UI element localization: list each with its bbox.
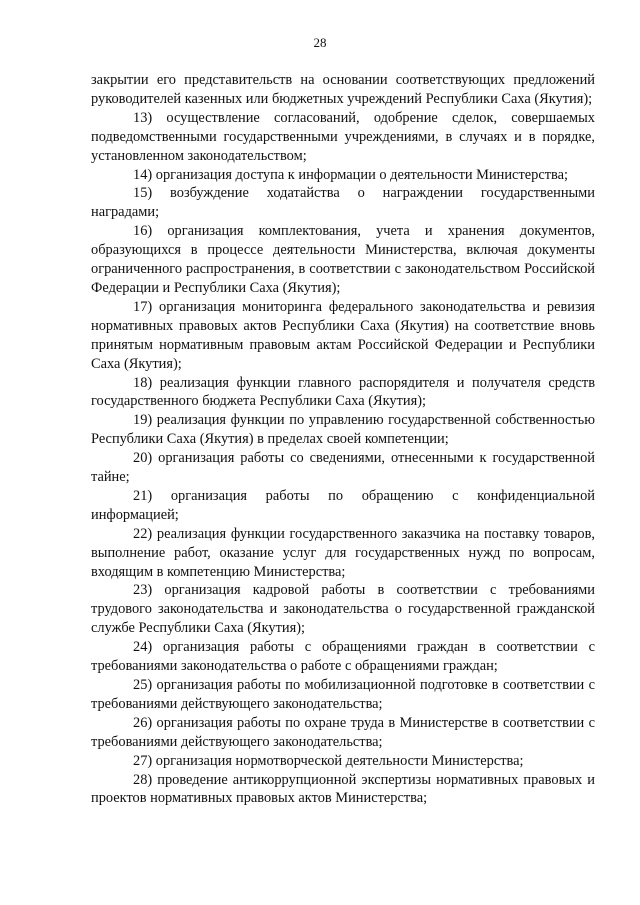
paragraph-item-23: 23) организация кадровой работы в соответствии с требованиями трудового законодательства и законодательства о государственной гражданской службе Республики Саха (Якутия); — [91, 582, 595, 637]
document-body — [91, 71, 595, 808]
paragraph-item-25: 25) организация работы по мобилизационной подготовке в соответствии с требованиями действующего законодательства; — [91, 677, 595, 712]
paragraph-item-26: 26) организация работы по охране труда в Министерстве в соответствии с требованиями действующего законодательства; — [91, 714, 595, 750]
paragraph-item-15: 15) возбуждение ходатайства о награждении государственными наградами; — [91, 185, 595, 221]
page-number: 28 — [313, 35, 327, 50]
paragraph-continuation: закрытии его представительств на основании соответствующих предложений руководителей казенных или бюджетных учреждений Республики Саха (Якутия); — [91, 72, 595, 107]
paragraph-item-21: 21) организация работы по обращению с конфиденциальной информацией; — [91, 487, 595, 523]
paragraph-item-14: 14) организация доступа к информации о деятельности Министерства; — [133, 166, 568, 183]
paragraph-item-20: 20) организация работы со сведениями, отнесенными к государственной тайне; — [91, 450, 595, 486]
paragraph-item-24: 24) организация работы с обращениями граждан в соответствии с требованиями законодательства о работе с обращениями граждан; — [91, 639, 595, 675]
paragraph-item-27: 27) организация нормотворческой деятельности Министерства; — [133, 752, 524, 769]
paragraph-item-19: 19) реализация функции по управлению государственной собственностью Республики Саха (Якутия) в пределах своей компетенции; — [91, 412, 595, 448]
paragraph-item-17: 17) организация мониторинга федерального законодательства и ревизия нормативных правовых актов Республики Саха (Якутия) на соответствие вновь принятым нормативным правовым актам Российской Федерации и Республики Саха (Якутия); — [91, 298, 595, 372]
paragraph-item-16: 16) организация комплектования, учета и хранения документов, образующихся в процессе деятельности Министерства, включая документы ограниченного распространения, в соответствии с законодательством Российской Федерации и Республики Саха (Якутия); — [91, 223, 595, 296]
paragraph-item-28: 28) проведение антикоррупционной экспертизы нормативных правовых и проектов нормативных правовых актов Министерства; — [91, 771, 595, 807]
paragraph-item-13: 13) осуществление согласований, одобрение сделок, совершаемых подведомственными государственными учреждениями, в случаях и в порядке, установленном законодательством; — [91, 109, 595, 164]
paragraph-item-18: 18) реализация функции главного распорядителя и получателя средств государственного бюджета Республики Саха (Якутия); — [91, 374, 595, 410]
paragraph-item-22: 22) реализация функции государственного заказчика на поставку товаров, выполнение работ, оказание услуг для государственных нужд по вопросам, входящим в компетенцию Министерства; — [91, 525, 595, 580]
